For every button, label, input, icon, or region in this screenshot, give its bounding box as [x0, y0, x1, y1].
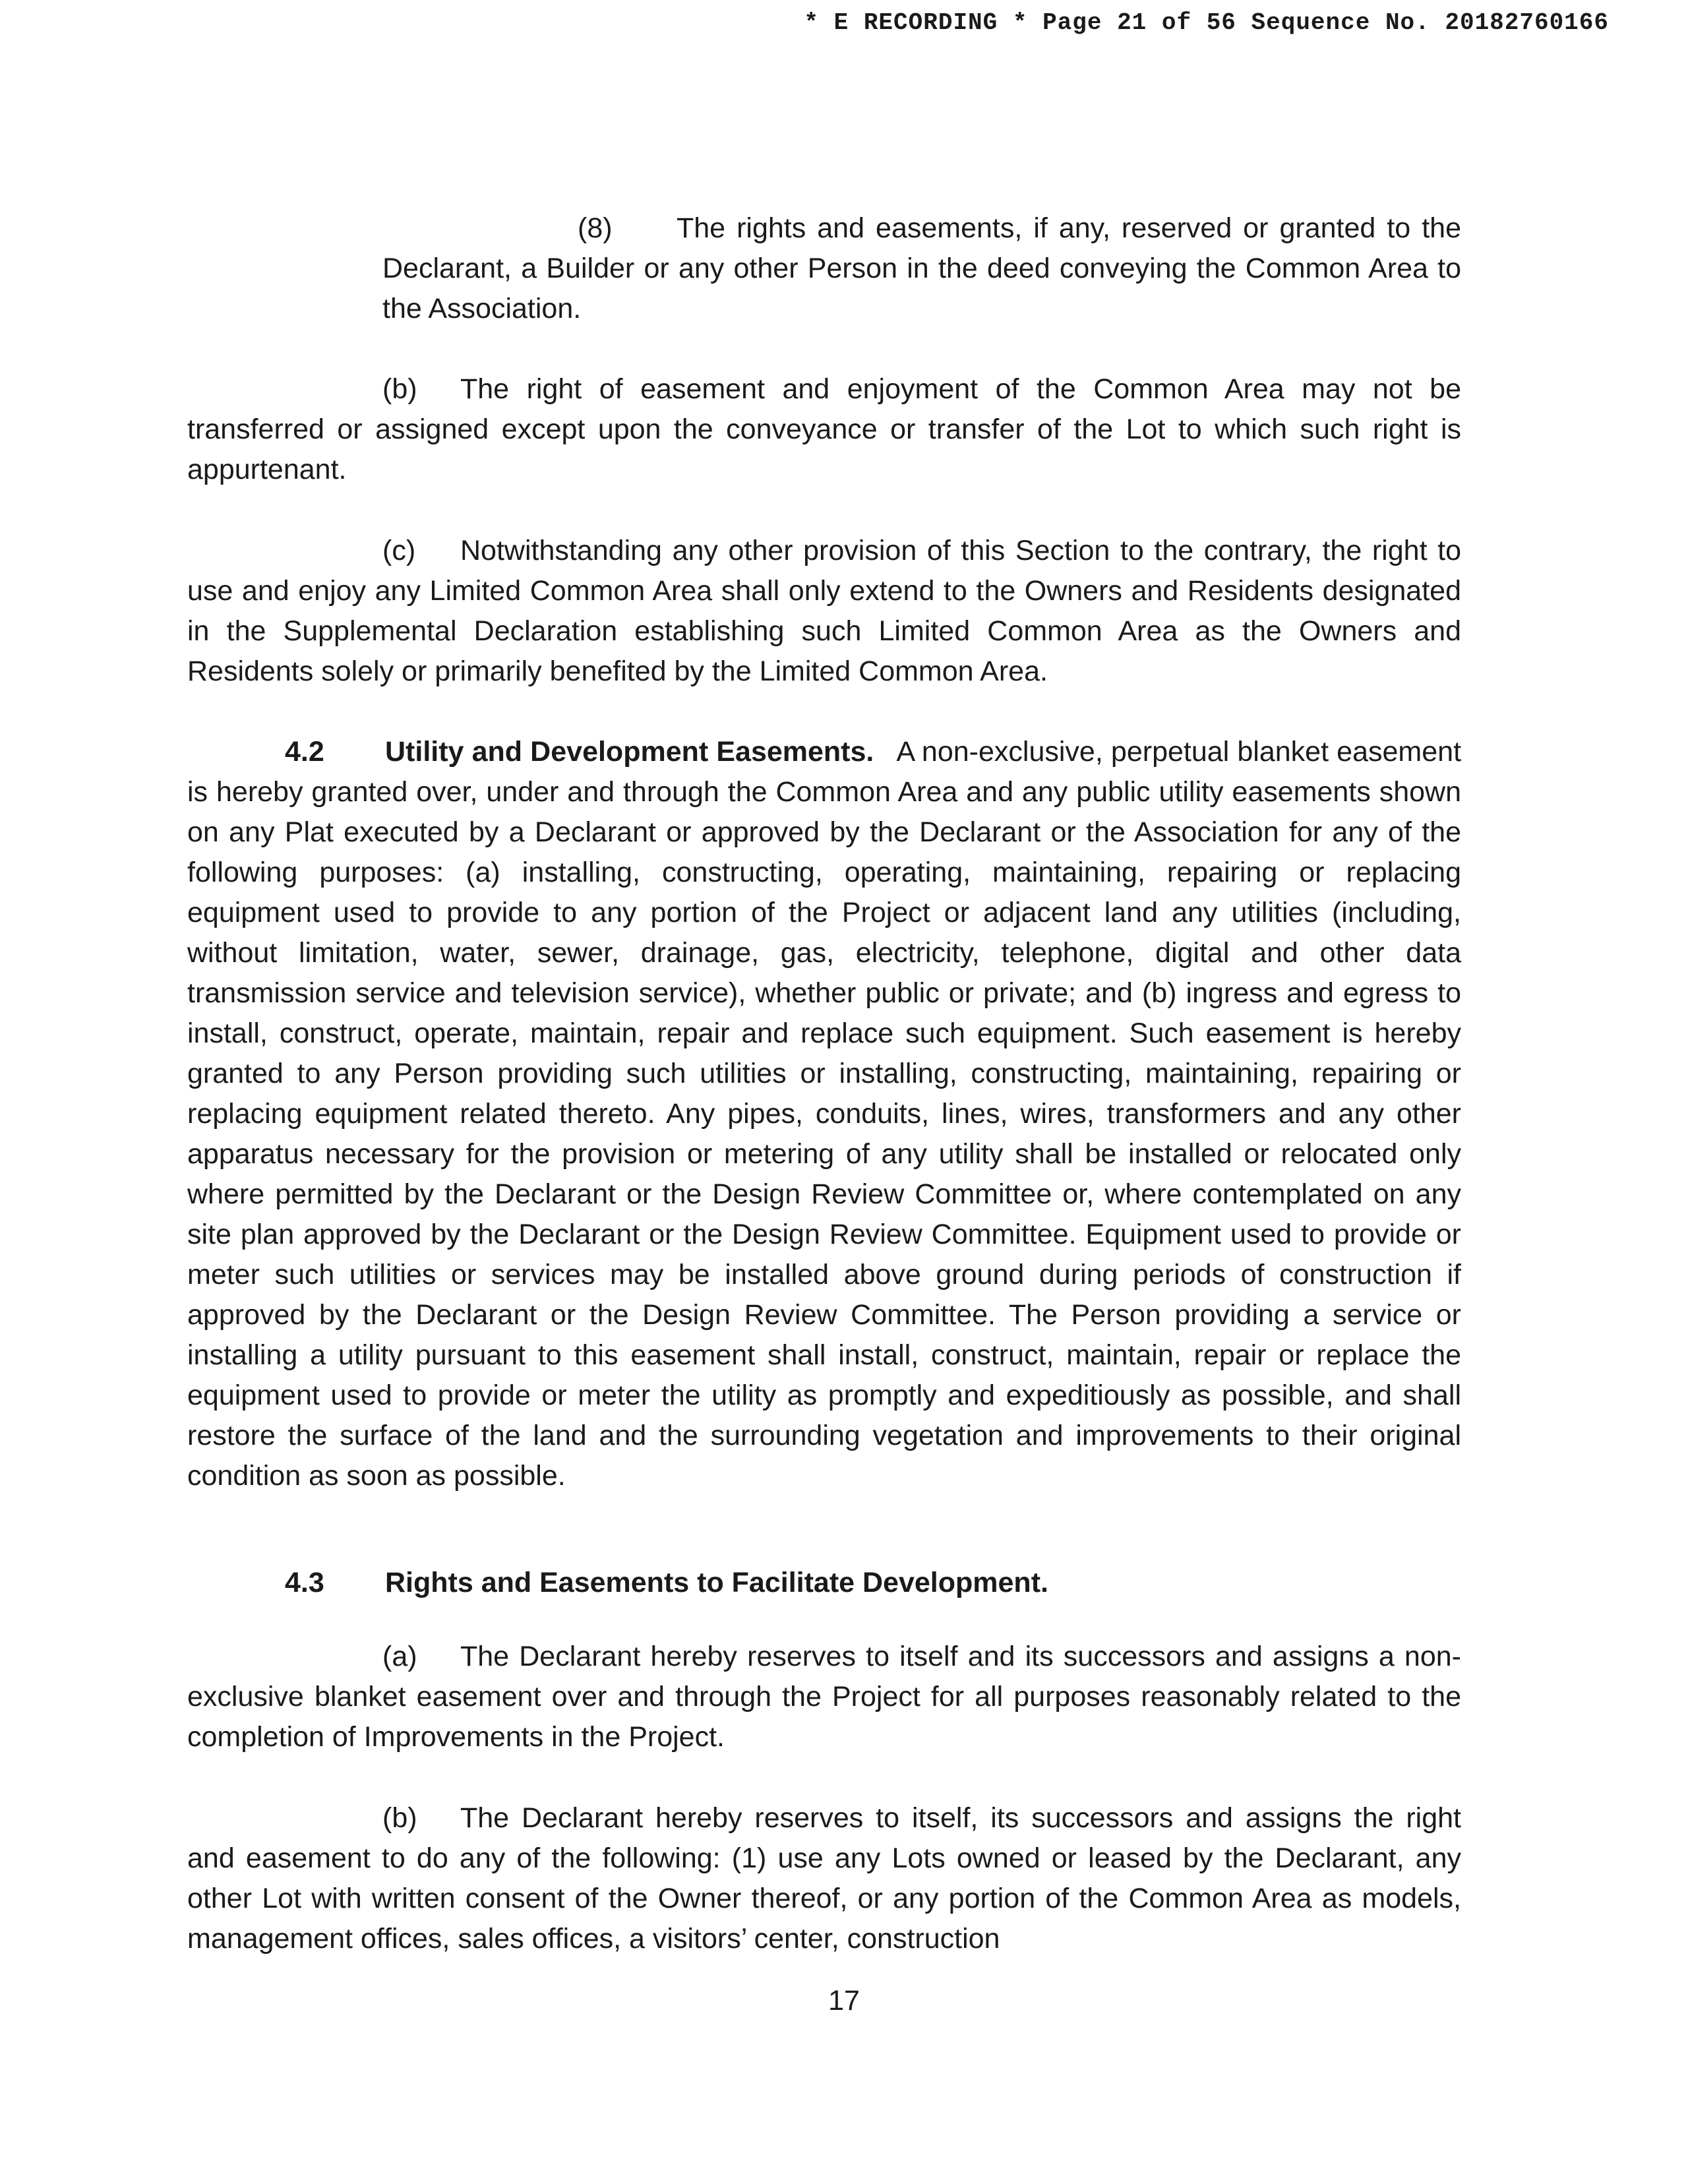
recording-header: * E RECORDING * Page 21 of 56 Sequence No. 20182760166	[804, 9, 1609, 36]
section-4-3-number: 4.3	[285, 1567, 324, 1598]
section-4-3-heading	[187, 1563, 1559, 1603]
page-number: 17	[828, 1985, 860, 2017]
section-4-2-text: A non-exclusive, perpetual blanket easement is hereby granted over, under and through the Common Area and any public utility easements shown on any Plat executed by a Declarant or approved by the Declarant or the Association for any of the following purposes: (a) installing, constructing, operating, maintaining, repairing or replacing equipment used to provide to any portion of the Project or adjacent land any utilities (including, without limitation, water, sewer, drainage, gas, electricity, telephone, digital and other data transmission service and television service), whether public or private; and (b) ingress and egress to install, construct, operate, maintain, repair and replace such equipment. Such easement is hereby granted to any Person providing such utilities or installing, constructing, maintaining, repairing or replacing equipment related thereto. Any pipes, conduits, lines, wires, transformers and any other apparatus necessary for the provision or metering of any utility shall be installed or relocated only where permitted by the Declarant or the Design Review Committee or, where contemplated on any site plan approved by the Declarant or the Design Review Committee. Equipment used to provide or meter such utilities or services may be installed above ground during periods of construction if approved by the Declarant or the Design Review Committee. The Person providing a service or installing a utility pursuant to this easement shall install, construct, maintain, repair or replace the equipment used to provide or meter the utility as promptly and expeditiously as possible, and shall restore the surface of the land and the surrounding vegetation and improvements to their original condition as soon as possible.	[187, 736, 1462, 1492]
section-4-3-paragraph-a-text: The Declarant hereby reserves to itself and its successors and assigns a non-exclusive blanket easement over and through the Project for all purposes reasonably related to the completion of Improvements in the Project.	[187, 1641, 1461, 1753]
paragraph-8-label: (8)	[578, 212, 613, 244]
paragraph-c-text: Notwithstanding any other provision of this Section to the contrary, the right to use and enjoy any Limited Common Area shall only extend to the Owners and Residents designated in the Supplemental Declaration establishing such Limited Common Area as the Owners and Residents solely or primarily benefited by the Limited Common Area.	[187, 535, 1461, 687]
paragraph-8-text: The rights and easements, if any, reserved or granted to the Declarant, a Builder or any other Person in the deed conveying the Common Area to the Association.	[382, 212, 1461, 324]
section-4-3-paragraph-b-label: (b)	[382, 1802, 417, 1834]
section-4-2-number: 4.2	[285, 736, 324, 768]
section-4-2	[187, 732, 1461, 1496]
section-4-3-title: Rights and Easements to Facilitate Development.	[385, 1567, 1048, 1598]
paragraph-b	[187, 369, 1461, 490]
section-4-3-paragraph-a	[187, 1637, 1461, 1757]
paragraph-c-label: (c)	[382, 535, 416, 566]
section-4-3-paragraph-b	[187, 1798, 1461, 1959]
paragraph-8	[382, 208, 1461, 329]
paragraph-b-text: The right of easement and enjoyment of the Common Area may not be transferred or assigned except upon the conveyance or transfer of the Lot to which such right is appurtenant.	[187, 373, 1461, 485]
paragraph-c	[187, 531, 1461, 692]
paragraph-b-label: (b)	[382, 373, 417, 405]
section-4-3-paragraph-a-label: (a)	[382, 1641, 417, 1672]
section-4-2-title: Utility and Development Easements.	[385, 736, 874, 768]
section-4-3-paragraph-b-text: The Declarant hereby reserves to itself, its successors and assigns the right and easement to do any of the following: (1) use any Lots owned or leased by the Declarant, any other Lot with written consent of the Owner thereof, or any portion of the Common Area as models, management offices, sales offices, a visitors’ center, construction	[187, 1802, 1461, 1955]
